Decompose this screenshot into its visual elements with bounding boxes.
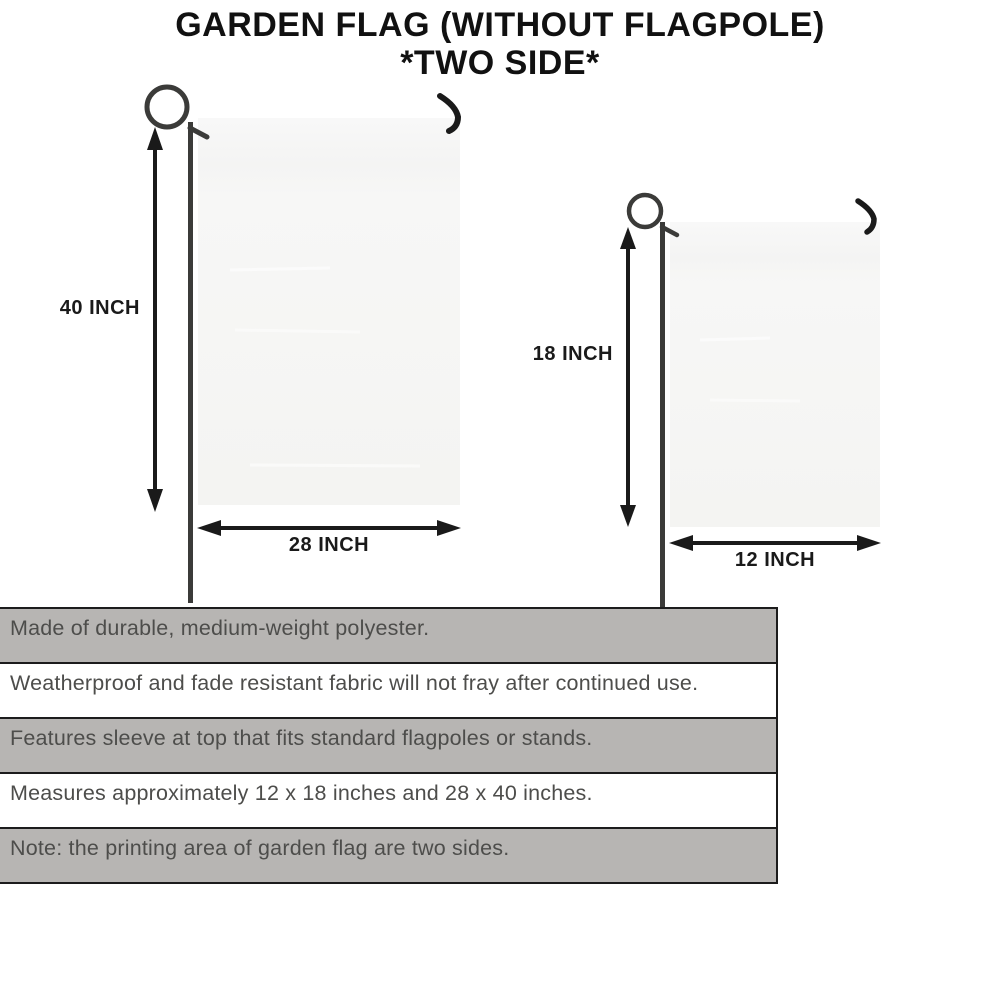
pole-loop-icon [147,87,187,127]
feature-row: Features sleeve at top that fits standard flagpoles or stands. [0,717,778,774]
feature-row: Note: the printing area of garden flag are two sides. [0,827,778,884]
pole-loop-icon-small [629,195,661,227]
large-flag-width-label: 28 INCH [288,534,370,556]
large-flag-group [147,87,461,603]
feature-row: Made of durable, medium-weight polyester. [0,607,778,664]
feature-row: Weatherproof and fade resistant fabric will not fray after continued use. [0,662,778,719]
title-line-1: GARDEN FLAG (WITHOUT FLAGPOLE) [175,6,825,44]
title-line-2: *TWO SIDE* [400,44,600,83]
height-arrow-small [620,227,636,527]
flag-canvas-small [670,222,880,527]
height-arrow-large [147,127,163,512]
flag-canvas-large [198,118,460,505]
small-flag-height-label: 18 INCH [532,343,613,365]
feature-row: Measures approximately 12 x 18 inches and 28 x 40 inches. [0,772,778,829]
feature-list [0,609,778,884]
large-flag-height-label: 40 INCH [59,297,140,319]
small-flag-width-label: 12 INCH [734,549,816,571]
small-flag-group [620,195,881,607]
